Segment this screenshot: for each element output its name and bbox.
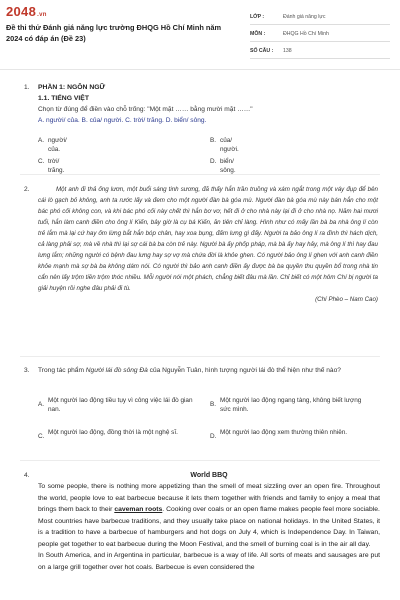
answer-options — [38, 136, 378, 176]
option-label: B. — [210, 137, 217, 144]
option-text: Một người lao động xem thường thiên nhiên. — [220, 429, 348, 436]
question-1 — [38, 82, 378, 126]
option-text: người/ của. — [48, 137, 67, 153]
passage-title: World BBQ — [190, 472, 228, 479]
question-3 — [38, 365, 378, 376]
subpart-title: 1.1. TIẾNG VIỆT — [38, 95, 89, 102]
question-4 — [38, 470, 380, 573]
question-number: 4. — [24, 472, 30, 479]
meta-key: LỚP : — [250, 14, 265, 20]
option-text: Một người lao động, đồng thời là một nghệ sĩ. — [48, 429, 178, 436]
highlighted-phrase: caveman roots — [114, 506, 163, 513]
meta-value: Đánh giá năng lực — [283, 14, 326, 20]
option-label: A. — [38, 137, 45, 144]
meta-row-class — [250, 12, 390, 25]
page-header — [0, 0, 400, 70]
option-text: trời/ trăng. — [48, 158, 65, 174]
site-logo[interactable] — [6, 4, 47, 19]
question-prompt: Chọn từ đúng để điền vào chỗ trống: "Một mặt …… bằng mười mặt ……" — [38, 106, 253, 113]
option-text: Một người lao động ngang tàng, không biết lượng sức mình. — [220, 397, 362, 413]
passage-source: (Chí Phèo – Nam Cao) — [315, 296, 378, 303]
question-prompt — [38, 365, 378, 376]
exam-meta — [250, 12, 390, 63]
option-text: Một người lao động tiều tụy vì công việc lái đò gian nan. — [48, 397, 193, 413]
option-label: C. — [38, 158, 45, 165]
meta-key: MÔN : — [250, 31, 266, 37]
meta-row-count — [250, 46, 390, 59]
part-title: PHẦN 1: NGÔN NGỮ — [38, 84, 106, 91]
header-divider — [0, 69, 400, 70]
document-title: Đề thi thử Đánh giá năng lực trường ĐHQG Hồ Chí Minh năm 2024 có đáp án (Đề 23) — [6, 23, 222, 43]
question-number: 1. — [24, 84, 30, 91]
paragraph-text: . Cooking over coals or an open flame makes people feel more sociable. — [162, 506, 380, 513]
reading-passage: Một anh đi thả ống lươn, một buổi sáng tinh sương, đã thấy hắn trần truồng và xám ngắt trong một váy đụp để bên cái lò gạch bỏ không, anh ta rước lấy và đem cho một người đàn bà góa mù. Người đàn bà góa mù này bán hắn cho một bác phó cối không con, và khi bác phó cối này chết thì hắn bơ vơ, hết đi ở cho nhà này lại đi ở cho nhà nọ. Năm hai mươi tuổi, hắn làm canh điền cho ông lí Kiến, bây giờ là cụ bá Kiến, ăn tiên chỉ làng. Hình như có mấy lần bà ba nhà ông lí còn trẻ lắm mà lại cứ hay ốm lừng bắt hắn bóp chân, hay xoa bụng, đấm lưng gì đấy. Người ta bảo ông lí ra đình thì hách dịch, cả làng phải sợ, mà về nhà thì lại sợ cái bà ba còn trẻ này. Người bà ấy phốp pháp, mà bà ấy hay hảy, mà ông lí thì hay đau lưng lắm; những người có bệnh đau lưng hay sợ vợ mà chứa đời là khỏe ghen. Có người bảo ông lí ghen với anh canh điền khỏe mạnh mà sợ bà ba không dám nói. Có người thì bảo anh canh điền ấy được bà ba quyền thu quyền bổ trong nhà tin cẩn nên lấy trộm tiền trộm thóc nhiều. Mỗi người nói một phách, chẳng biết đâu mà lần. Chỉ biết có một hôm Chí bị người ta giải huyện rồi nghe đâu phải đi tù. — [38, 186, 378, 292]
meta-key: SỐ CÂU : — [250, 48, 274, 54]
question-divider — [20, 460, 380, 461]
meta-value: ĐHQG Hồ Chí Minh — [283, 31, 329, 37]
question-divider — [20, 174, 380, 175]
logo-text: 2048 — [6, 4, 37, 19]
prompt-text: Trong tác phẩm — [38, 367, 86, 374]
passage-paragraph: In South America, and in Argentina in particular, barbecue is a way of life. All sorts of meats and sausages are put on a large grill together over hot coals. Barbecue is even considered the — [38, 552, 380, 571]
option-label: A. — [38, 401, 45, 408]
option-label: D. — [210, 433, 217, 440]
option-label: B. — [210, 401, 217, 408]
question-2 — [38, 184, 378, 305]
meta-value: 138 — [283, 48, 292, 54]
paragraph-text: To some people, there is nothing more appetizing than the smell of meat sizzling over an open fire. Throughout the world, people love to eat barbecue because it lets them together with friends and family to enjoy a meal that brings them back to their — [38, 483, 380, 513]
meta-row-subject — [250, 29, 390, 42]
question-number: 2. — [24, 186, 30, 193]
option-label: C. — [38, 433, 45, 440]
literary-work-title: Người lái đò sông Đà — [85, 367, 148, 374]
logo-suffix: .vn — [37, 12, 47, 18]
option-text: biển/ sông. — [220, 158, 236, 174]
answer-options — [38, 396, 378, 456]
passage-paragraph — [38, 481, 380, 516]
prompt-text: của Nguyễn Tuân, hình tượng người lái đò thể hiện như thế nào? — [147, 367, 341, 374]
passage-paragraph: Most countries have barbecue traditions, and they usually take place on national holidays. In the United States, it is a tradition to have a barbecue of hamburgers and hot dogs on July 4, which is Independence Day. In Taiwan, people get together to eat barbecue during the Moon Festival, and the smell of burning coal is in the air all day. — [38, 517, 380, 548]
option-text: của/ người. — [220, 137, 239, 153]
inline-options: A. người/ của. B. của/ người. C. trời/ trăng. D. biển/ sông. — [38, 117, 207, 124]
option-label: D. — [210, 158, 217, 165]
question-number: 3. — [24, 367, 30, 374]
question-divider — [20, 356, 380, 357]
